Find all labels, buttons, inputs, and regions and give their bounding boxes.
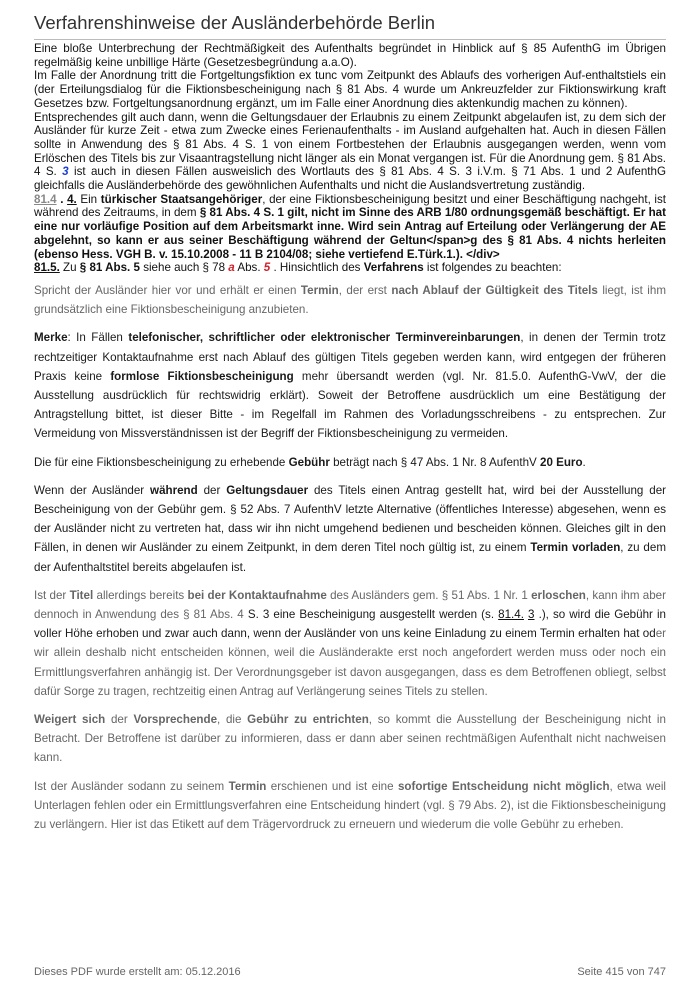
footer-created-date: Dieses PDF wurde erstellt am: 05.12.2016 [34, 966, 241, 978]
footer-page-number: Seite 415 von 747 [577, 966, 666, 978]
page-header [34, 12, 666, 40]
paragraph-interruption [34, 42, 666, 69]
text: er wir allein deshalb nicht entscheiden können, weil die Ausländerakte erst noch angefordert werden muss oder noch ein Ermittlungsverfahren anhängig ist. Der Verordnungsgeber ist davon ausgegangen, dass es dem Betroffenen obliegt, selbst dafür Sorge zu tragen, rechtzeitig einen Antrag auf Verlängerung seines Titels zu stellen. [34, 627, 666, 698]
bold-text: bei der Kontaktaufnahme [187, 588, 327, 602]
bold-text: Termin [228, 779, 267, 793]
section-link-81-4[interactable]: 81.4 [34, 192, 57, 206]
paragraph-81-5 [34, 261, 666, 275]
text: Ist der [34, 588, 67, 602]
text: des Titels einen Antrag gestellt hat, wird bei der Ausstellung der Bescheinigung von der Gebühr gem. § 52 Abs. 7 AufenthV letzte Alternative (öffentliches Interesse) abgesehen, wenn es der Ausländer nicht zu vertreten hat, dass wir ihn nicht umgehend bedienen und bescheiden können. Gleiches gilt in den Fällen, in denen wir Ausländer zu einem Zeitpunkt, in dem deren Titel noch gültig ist, zu einem [34, 483, 666, 555]
section-link-4[interactable]: 4. [67, 192, 77, 206]
text: Entsprechendes gilt auch dann, wenn die Geltungsdauer der Erlaubnis zu einem Zeitpunkt abgelaufen ist, zu dem sich der Ausländer für kurze Zeit - etwa zum Zwecke eines Ferienaufenthalts - im Ausland aufgehalten hat. Auch in diesen Fällen sollte in Anwendung des § 81 Abs. 4 S. 1 von einem Fortbestehen der Erlaubnis ausgegangen werden, wenn vom Erlöschen des Titels bis zur Visaantragstellung nicht länger als ein Monat vergangen ist. Für die Anordnung gem. § 81 Abs. 4 S. [34, 110, 666, 179]
text: liegt, ist ihm grundsätzlich eine Fiktionsbescheinigung anzubieten. [34, 283, 666, 317]
section-link-3-inline[interactable]: 3 [528, 608, 535, 621]
paragraph-gebuehr [34, 453, 666, 472]
text: Die für eine Fiktionsbescheinigung zu erhebende [34, 455, 286, 469]
text: erschienen und ist eine [270, 779, 394, 793]
text: Ist der Ausländer sodann zu seinem [34, 779, 225, 793]
marker-a: a [228, 261, 235, 275]
bold-text: § 81 Abs. 5 [79, 261, 140, 275]
document-content [34, 42, 666, 843]
paragraph-81-4-4 [34, 193, 666, 262]
bold-text: telefonischer, schriftlicher oder elektronischer Terminvereinbarungen [128, 331, 521, 345]
text: : In Fällen [67, 331, 123, 345]
text: der [203, 483, 221, 497]
bold-text: nach Ablauf der Gültigkeit des Titels [391, 283, 598, 297]
paragraph-termin [34, 281, 666, 319]
text: mehr übersandt werden (vgl. Nr. 81.5.0. AufenthG-VwV, der die Ausstellung ausdrücklich für rechtswidrig erklärt). Soweit der Betroffene ausdrücklich um eine Bestätigung der Antragstellung bittet, ist dieser Bitte - im Regelfall im Rahmen des Vorladungsschreibens - zu entsprechen. Zur Vermeidung von Missverständnissen ist der Begriff der Fiktionsbescheinigung zu vermeiden. [34, 369, 666, 441]
bold-text: Termin [300, 283, 339, 297]
document-title: Verfahrenshinweise der Ausländerbehörde Berlin [34, 12, 436, 33]
bold-text: 20 Euro [540, 455, 583, 469]
bold-text: Titel [69, 588, 94, 602]
text: Abs. [237, 261, 261, 275]
bold-text: formlose Fiktionsbescheinigung [110, 369, 294, 383]
text: Wenn der Ausländer [34, 483, 145, 497]
text: , der erst [338, 283, 387, 297]
sentence-number-3: 3 [62, 165, 69, 179]
text: allerdings bereits [96, 588, 185, 602]
bold-text: erloschen [531, 588, 586, 602]
bold-text: Gebühr zu entrichten [247, 713, 369, 727]
text: der [110, 713, 128, 727]
text: Ein [80, 192, 98, 206]
section-link-81-5[interactable]: 81.5. [34, 261, 60, 275]
text: siehe auch § 78 [143, 261, 226, 275]
text: , in denen der Termin trotz rechtzeitiger Kontaktaufnahme erst nach Ablauf des gültigen Titels gegeben werden kann, wird entgegen der früheren Praxis keine [34, 331, 666, 383]
paragraph-merke [34, 328, 666, 443]
text: Zu [63, 261, 77, 275]
separator: . [60, 192, 64, 206]
bold-text: Weigert sich [34, 713, 106, 727]
paragraph-erloschen [34, 586, 666, 701]
text: .), so wird die Gebühr in voller Höhe erhoben und zwar auch dann, wenn der Ausländer von uns keine Einladung zu einem Termin erhalten hat od [34, 608, 666, 641]
paragraph-ferienaufenthalt [34, 111, 666, 193]
paragraph-sofortige-entscheidung [34, 777, 666, 835]
text: , die [217, 713, 242, 727]
bold-text: Geltungsdauer [226, 483, 309, 497]
text: ist auch in diesen Fällen ausweislich des Wortlauts des § 81 Abs. 4 S. 3 i.V.m. § 71 Abs. 1 und 2 AufenthG gleichfalls die Ausländerbehörde des gewöhnlichen Aufenthalts und nicht die Auslandsvertretung zuständig. [34, 165, 666, 193]
marker-5: 5 [263, 261, 271, 275]
text: , so kommt die Ausstellung der Bescheinigung nicht in Betracht. Der Betroffene ist darüber zu informieren, dass er dann aber seinen rechtmäßigen Aufenthalt nicht nachweisen kann. [34, 713, 666, 765]
bold-text: § 81 Abs. 4 S. 1 gilt, nicht im Sinne des ARB 1/80 ordnungsgemäß beschäftigt. Er hat eine nur vorläufige Position auf dem Arbeitsmarkt inne. Wird sein Antrag auf Erteilung oder Verlängerung der AE abgelehnt, so kann er aus seiner Beschäftigung während der Geltun</span>g des § 81 Abs. 4 nichts herleiten (ebenso Hess. VGH B. v. 15.10.2008 - 11 B 2104/08; siehe vertiefend E.Türk.1.). </div> [34, 206, 666, 261]
section-link-81-4-inline[interactable]: 81.4. [498, 608, 524, 621]
bold-text: türkischer Staatsangehöriger [100, 192, 263, 206]
text: Im Falle der Anordnung tritt die Fortgeltungsfiktion ex tunc vom Zeitpunkt des Ablaufs des vorherigen Auf-enthaltstiels ein (der Erteilungsdialog für die Fiktionsbescheinigung nach § 81 Abs. 4 wurde um Ankreuzfelder zur Fiktionswirkung kraft Gesetzes bzw. Fortgeltungsanordnung ergänzt, um im Falle einer Anordnung dies aktenkundig machen zu können). [34, 69, 666, 110]
bold-text: Verfahrens [363, 261, 424, 275]
paragraph-weigert [34, 710, 666, 768]
bold-text: Merke [34, 331, 68, 345]
text: , etwa weil Unterlagen fehlen oder ein Ermittlungsverfahren eine Entscheidung hindert (vgl. § 79 Abs. 2), ist die Fiktionsbescheinigung zu verlängern. Hier ist das Etikett auf dem Trägervordruck zu erneuern und wiederum die volle Gebühr zu erheben. [34, 779, 666, 832]
bold-text: während [150, 483, 198, 497]
text: . [582, 455, 586, 469]
text: , zu dem der Aufenthaltstitel bereits abgelaufen ist. [34, 541, 666, 574]
bold-text: Vorsprechende [133, 713, 218, 727]
text: S. 3 eine Bescheinigung ausgestellt werden (s. [247, 608, 495, 621]
text: ist folgendes zu beachten: [426, 261, 562, 275]
bold-text: Termin vorladen [530, 541, 621, 555]
text: beträgt nach § 47 Abs. 1 Nr. 8 AufenthV [333, 455, 537, 469]
bold-text: sofortige Entscheidung nicht möglich [397, 779, 610, 793]
text: . Hinsichtlich des [273, 261, 361, 275]
text: des Ausländers gem. § 51 Abs. 1 Nr. 1 [330, 588, 528, 602]
paragraph-geltungsdauer [34, 481, 666, 577]
paragraph-anordnung [34, 69, 666, 110]
text: Spricht der Ausländer hier vor und erhält er einen [34, 283, 297, 297]
text: , kann ihm aber dennoch in Anwendung des § 81 Abs. 4 [34, 588, 666, 621]
text: Eine bloße Unterbrechung der Rechtmäßigkeit des Aufenthalts begründet in Hinblick auf § 85 AufenthG im Übrigen regelmäßig keine unbillige Härte (Gesetzesbegründung a.a.O). [34, 42, 666, 69]
bold-text: Gebühr [288, 455, 330, 469]
text: , der eine Fiktionsbescheinigung besitzt und einer Beschäftigung nachgeht, ist während des Zeitraums, in dem [34, 192, 666, 220]
